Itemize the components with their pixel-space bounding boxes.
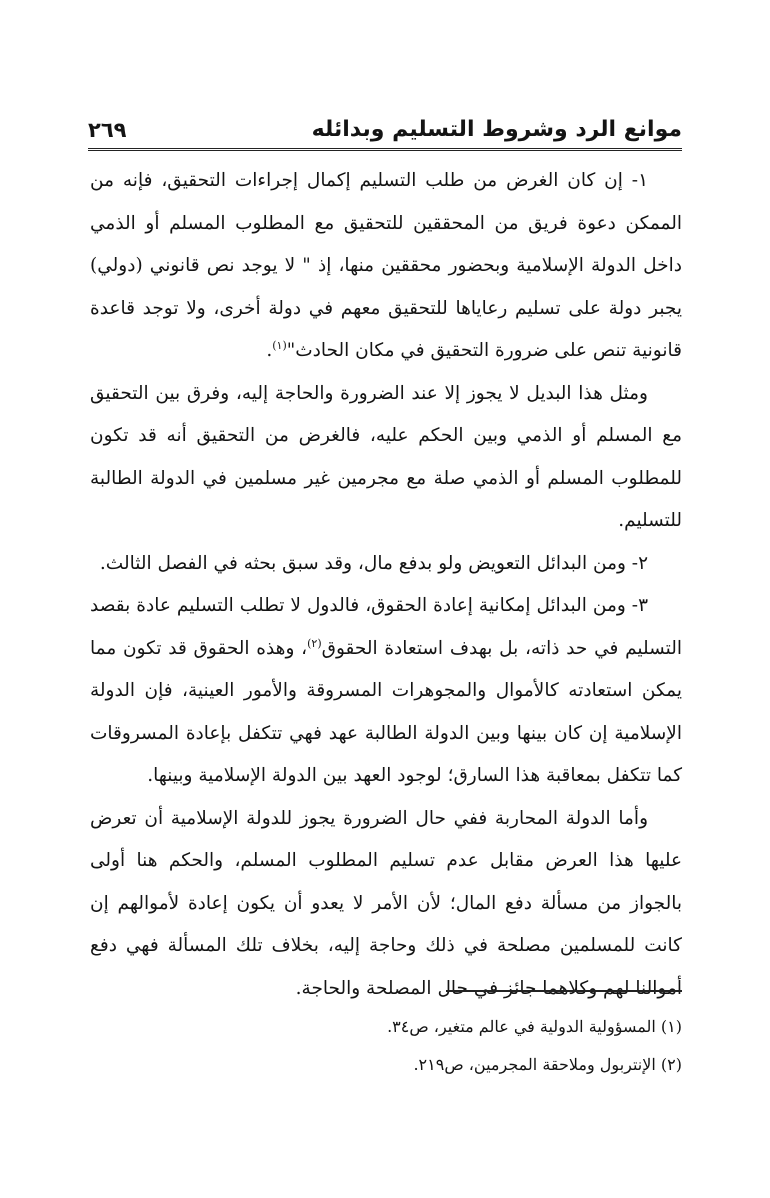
footnote-1: (١) المسؤولية الدولية في عالم متغير، ص٣٤. xyxy=(387,1017,682,1036)
footnote-separator xyxy=(446,990,682,992)
footnote-2: (٢) الإنتربول وملاحقة المجرمين، ص٢١٩. xyxy=(413,1055,682,1074)
footnote-ref-1: (١) xyxy=(272,338,287,352)
footnote-ref-2: (٢) xyxy=(307,636,322,650)
paragraph-4-text-b: ، وهذه الحقوق قد تكون مما يمكن استعادته كالأموال والمجوهرات المسروقة والأمور العينية، فإن الدولة الإسلامية إن كان بينها وبين الدولة الطالبة عهد فهي تتكفل بإعادة المسروقات كما تتكفل بمعاقبة هذا السارق؛ لوجود العهد بين الدولة الإسلامية وبينها. xyxy=(90,637,682,786)
paragraph-4-text-a: ٣- ومن البدائل إمكانية إعادة الحقوق، فالدول لا تطلب التسليم عادة بقصد التسليم في حد ذاته، بل بهدف استعادة الحقوق xyxy=(90,595,682,659)
paragraph-4 xyxy=(90,585,682,798)
paragraph-1-text: ١- إن كان الغرض من طلب التسليم إكمال إجراءات التحقيق، فإنه من الممكن دعوة فريق من المحققين للتحقيق مع المطلوب المسلم أو الذمي داخل الدولة الإسلامية وبحضور محققين منها، إذ " لا يوجد نص قانوني (دولي) يجبر دولة على تسليم رعاياها للتحقيق معهم في دولة أخرى، ولا توجد قاعدة قانونية تنص على ضرورة التحقيق في مكان الحادث" xyxy=(90,170,682,361)
main-text xyxy=(90,160,682,1010)
paragraph-1-end: . xyxy=(266,340,273,361)
running-title: موانع الرد وشروط التسليم وبدائله xyxy=(311,117,682,142)
page-number: ٢٦٩ xyxy=(88,118,127,142)
paragraph-1 xyxy=(90,160,682,373)
paragraph-3: ٢- ومن البدائل التعويض ولو بدفع مال، وقد سبق بحثه في الفصل الثالث. xyxy=(99,552,648,574)
paragraph-5: وأما الدولة المحاربة ففي حال الضرورة يجوز للدولة الإسلامية أن تعرض عليها هذا العرض مقابل عدم تسليم المطلوب المسلم، والحكم هنا أولى بالجواز من مسألة دفع المال؛ لأن الأمر لا يعدو أن يكون إعادة لأموالهم إن كانت للمسلمين مصلحة في ذلك وحاجة إليه، بخلاف تلك المسألة فهي دفع أموالنا لهم وكلاهما جائز في حال المصلحة والحاجة. xyxy=(90,807,682,999)
paragraph-2: ومثل هذا البديل لا يجوز إلا عند الضرورة والحاجة إليه، وفرق بين التحقيق مع المسلم أو الذمي وبين الحكم عليه، فالغرض من التحقيق أنه قد تكون للمطلوب المسلم أو الذمي صلة مع مجرمين غير مسلمين في الدولة الطالبة للتسليم. xyxy=(90,382,682,531)
running-header xyxy=(88,98,682,151)
footnotes xyxy=(90,1008,682,1084)
